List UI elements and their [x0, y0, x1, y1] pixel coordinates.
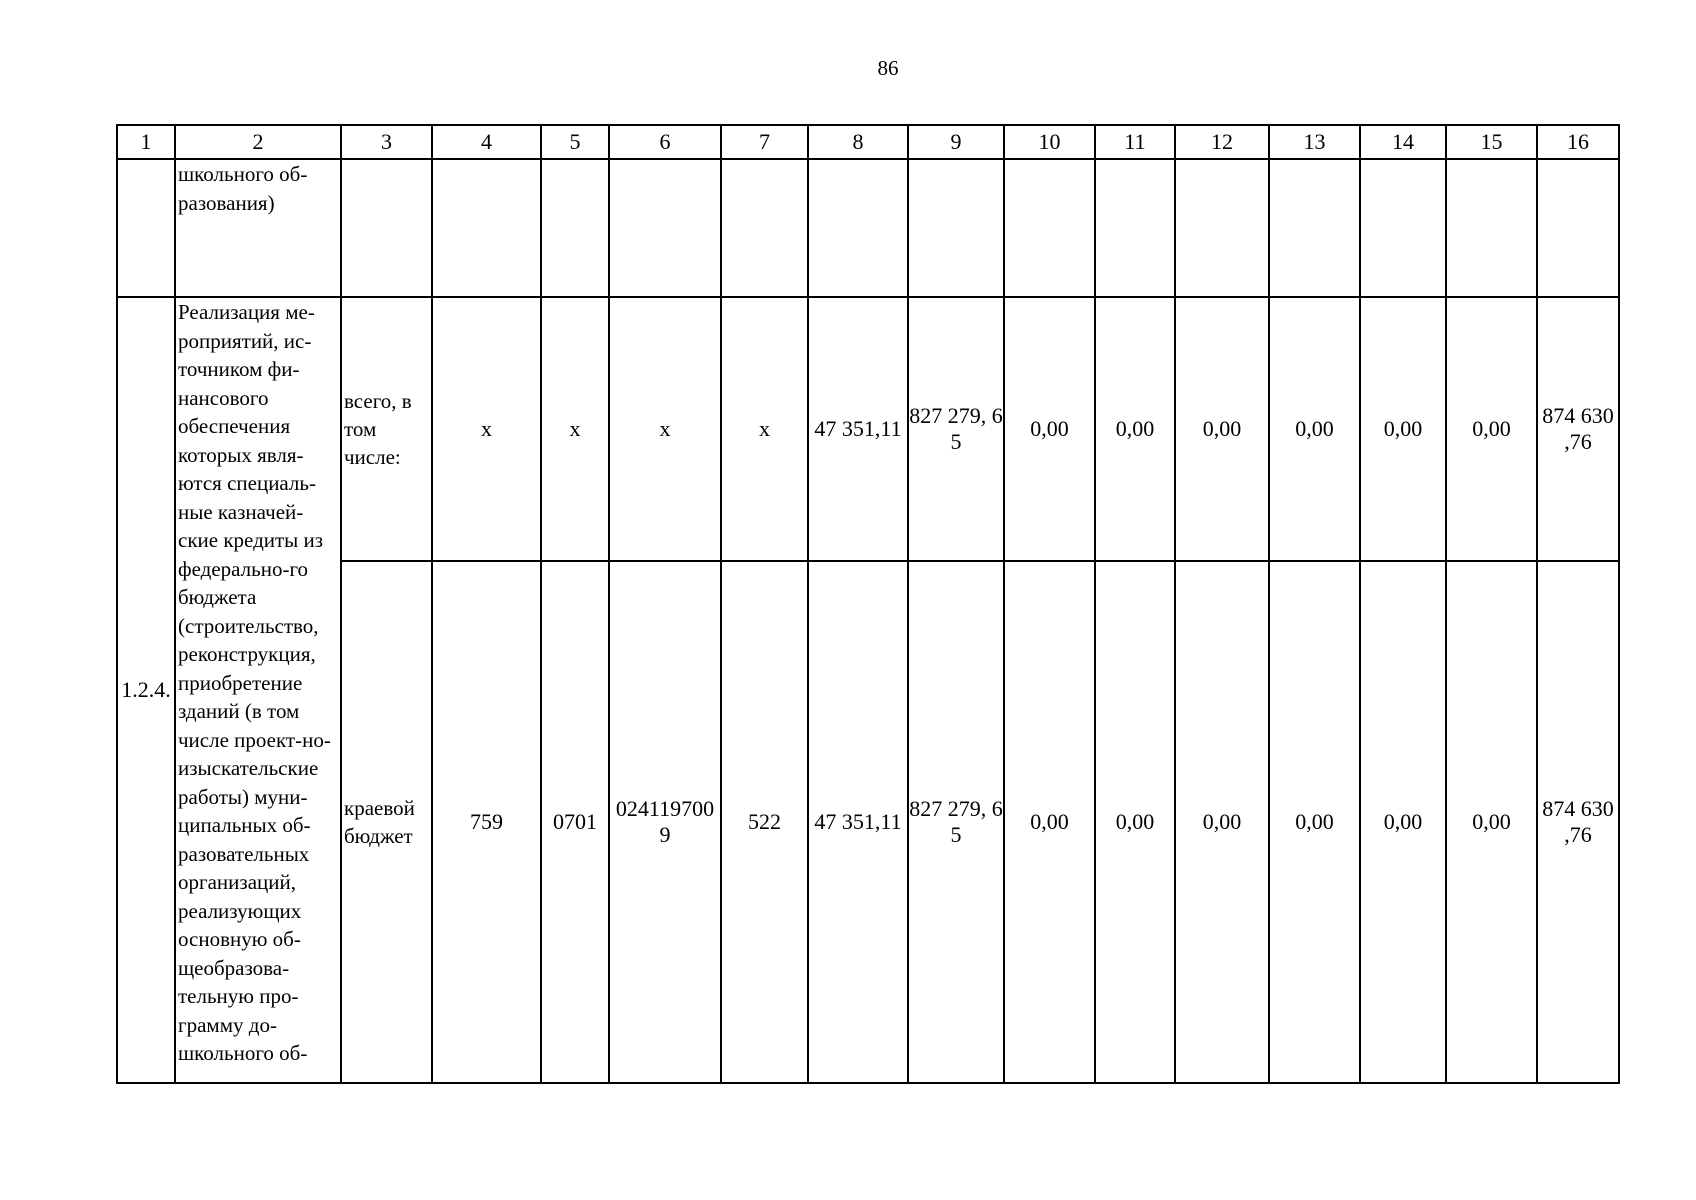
expense-type-cell: х [721, 297, 808, 561]
column-number: 5 [541, 125, 609, 159]
column-number: 11 [1095, 125, 1175, 159]
column-number: 9 [908, 125, 1004, 159]
column-number: 3 [341, 125, 432, 159]
table-cell [541, 159, 609, 297]
table-cell [341, 159, 432, 297]
section-code-cell: х [541, 297, 609, 561]
column-number-row [117, 125, 1619, 159]
table-cell [432, 159, 541, 297]
budget-table [116, 124, 1620, 1084]
amount-col12: 0,00 [1175, 561, 1269, 1083]
continuation-text-cell [175, 159, 341, 297]
table-cell [908, 159, 1004, 297]
table-cell [609, 159, 721, 297]
amount-col9: 827 279, 65 [908, 297, 1004, 561]
table-cell [721, 159, 808, 297]
funding-source: всего, в том числе: [341, 297, 432, 561]
amount-col8: 47 351,11 [808, 297, 908, 561]
funding-source: краевой бюджет [341, 561, 432, 1083]
amount-col15: 0,00 [1446, 561, 1537, 1083]
amount-col14: 0,00 [1360, 297, 1446, 561]
target-article-cell: 024119700 9 [609, 561, 721, 1083]
amount-col11: 0,00 [1095, 561, 1175, 1083]
column-number: 7 [721, 125, 808, 159]
column-number: 6 [609, 125, 721, 159]
column-number: 12 [1175, 125, 1269, 159]
table-cell [1175, 159, 1269, 297]
amount-col10: 0,00 [1004, 297, 1095, 561]
table-cell [1446, 159, 1537, 297]
column-number: 2 [175, 125, 341, 159]
amount-col12: 0,00 [1175, 297, 1269, 561]
target-article-cell: х [609, 297, 721, 561]
table-cell [1537, 159, 1619, 297]
table-cell [1269, 159, 1360, 297]
table-cell [808, 159, 908, 297]
page-number: 86 [877, 56, 899, 80]
continuation-row [117, 159, 1619, 297]
amount-total: 874 630 ,76 [1537, 297, 1619, 561]
column-number: 13 [1269, 125, 1360, 159]
column-number: 14 [1360, 125, 1446, 159]
table-cell [1360, 159, 1446, 297]
table-row-regional-budget [117, 561, 1619, 1083]
amount-col15: 0,00 [1446, 297, 1537, 561]
amount-col10: 0,00 [1004, 561, 1095, 1083]
admin-code-cell: 759 [432, 561, 541, 1083]
column-number: 10 [1004, 125, 1095, 159]
amount-col13: 0,00 [1269, 561, 1360, 1083]
table-row-total [117, 297, 1619, 561]
amount-col11: 0,00 [1095, 297, 1175, 561]
continuation-text: школьного об- [178, 162, 308, 186]
column-number: 16 [1537, 125, 1619, 159]
amount-col14: 0,00 [1360, 561, 1446, 1083]
column-number: 15 [1446, 125, 1537, 159]
table-cell [117, 159, 175, 297]
amount-col13: 0,00 [1269, 297, 1360, 561]
item-description: Реализация ме-роприятий, ис-точником фи-нансового обеспечения которых явля-ются специаль-ные казначей-ские кредиты из федерально-го бюджета (строительство, реконструкция, приобретение зданий (в том числе проект-но-изыскательские работы) муни-ципальных об-разовательных организаций, реализующих основную об-щеобразова-тельную про-грамму до-школьного об- [175, 297, 341, 1083]
section-code-cell: 0701 [541, 561, 609, 1083]
item-number: 1.2.4. [117, 297, 175, 1083]
amount-col8: 47 351,11 [808, 561, 908, 1083]
column-number: 8 [808, 125, 908, 159]
amount-col9: 827 279, 65 [908, 561, 1004, 1083]
amount-total: 874 630 ,76 [1537, 561, 1619, 1083]
continuation-text: разования) [178, 190, 275, 215]
admin-code-cell: х [432, 297, 541, 561]
expense-type-cell: 522 [721, 561, 808, 1083]
column-number: 1 [117, 125, 175, 159]
column-number: 4 [432, 125, 541, 159]
table-cell [1004, 159, 1095, 297]
table-cell [1095, 159, 1175, 297]
